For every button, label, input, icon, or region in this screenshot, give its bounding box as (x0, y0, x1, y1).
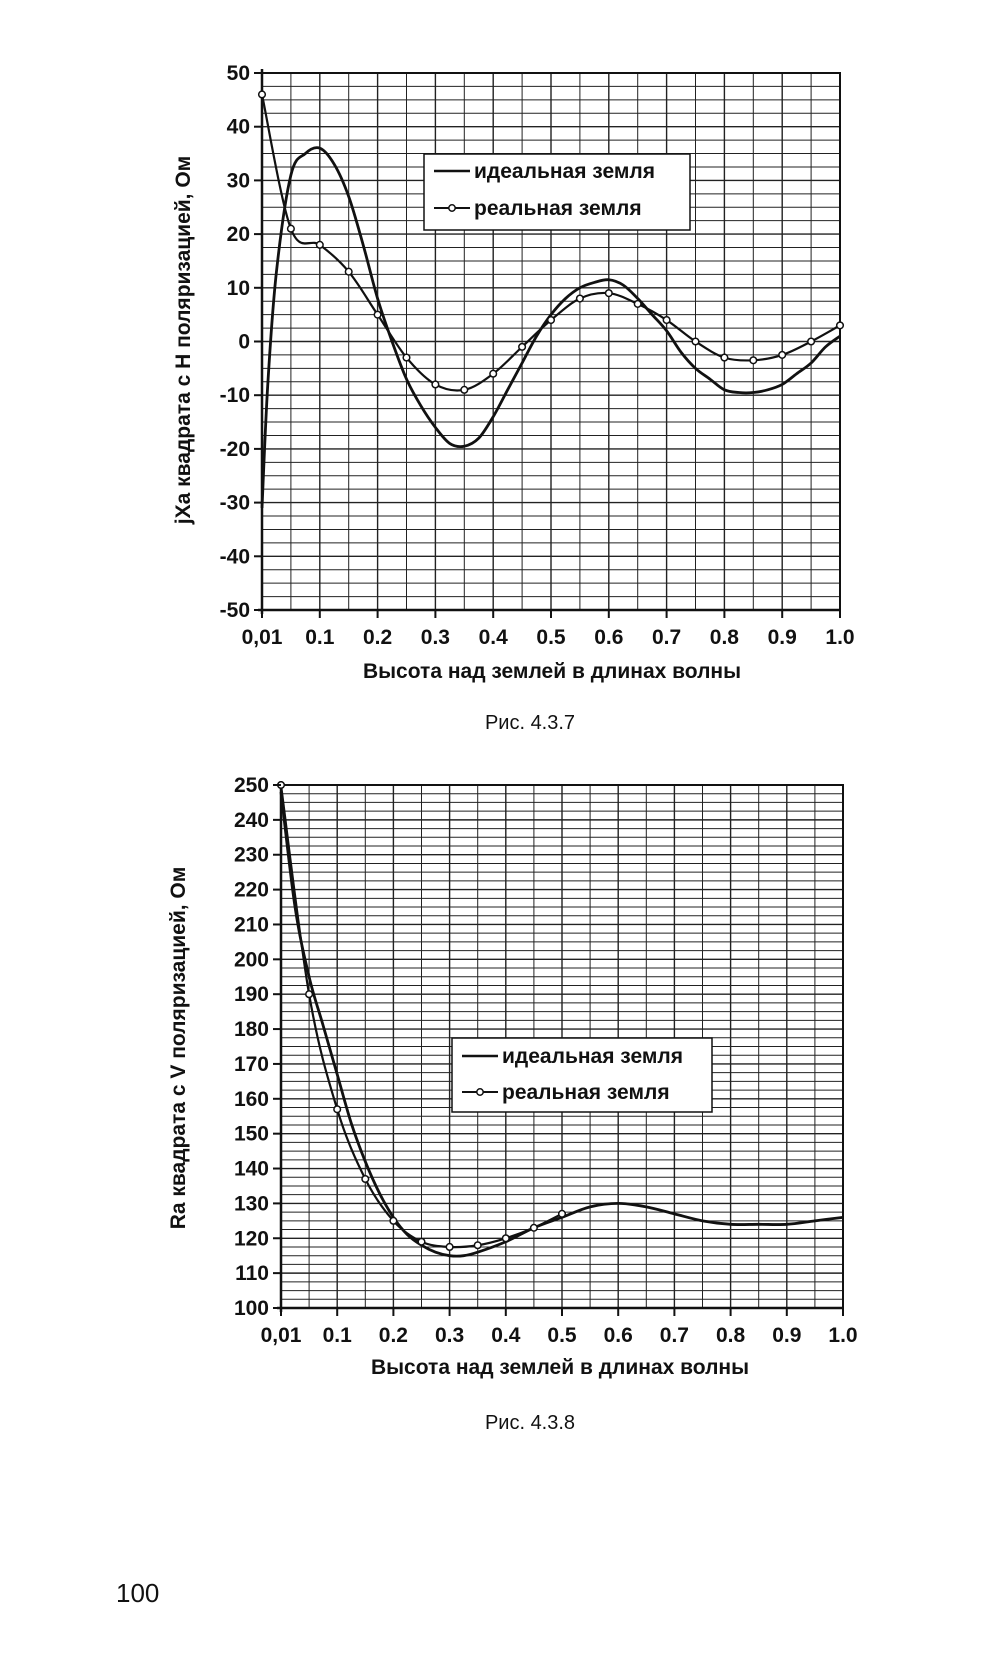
legend-marker-real (449, 205, 455, 211)
x-tick-label: 1.0 (825, 626, 855, 649)
y-tick-label: 20 (226, 223, 250, 247)
x-tick-label: 0.8 (709, 626, 740, 649)
x-axis-label: Высота над землей в длинах волны (370, 1356, 750, 1379)
data-point-real-ground (374, 311, 381, 318)
y-tick-label: 160 (233, 1087, 269, 1111)
x-tick-label: 0.2 (362, 626, 393, 649)
data-point-real-ground (750, 357, 757, 364)
data-point-real-ground (288, 225, 295, 232)
data-point-real-ground (490, 370, 497, 377)
y-tick-label: 140 (233, 1157, 269, 1181)
page-number: 100 (116, 1578, 160, 1608)
y-tick-label: 230 (233, 843, 269, 867)
ticks-fig-4-3-7 (220, 62, 855, 649)
legend-label-real: реальная земля (502, 1081, 670, 1104)
data-point-real-ground (345, 268, 352, 275)
data-point-real-ground (577, 295, 584, 302)
y-tick-label: 150 (233, 1122, 269, 1146)
y-tick-label: -50 (219, 599, 250, 622)
x-tick-label: 0.5 (536, 626, 566, 649)
y-tick-label: 180 (233, 1018, 269, 1042)
y-tick-label: -10 (219, 384, 250, 408)
y-tick-label: 100 (233, 1297, 269, 1320)
y-tick-label: 50 (226, 62, 250, 85)
chart-fig-4-3-8 (0, 774, 1000, 1400)
y-tick-label: -20 (219, 437, 250, 461)
data-point-real-ground (446, 1244, 453, 1251)
figure-caption-4-3-8: Рис. 4.3.8 (484, 1412, 576, 1434)
data-point-real-ground (548, 317, 555, 324)
x-tick-label: 0.5 (547, 1324, 577, 1347)
y-tick-label: 170 (233, 1052, 269, 1076)
x-tick-label: 0,01 (241, 626, 283, 649)
x-tick-label: 0.6 (603, 1324, 633, 1347)
x-tick-label: 0.8 (715, 1324, 746, 1347)
x-tick-label: 0.4 (478, 626, 508, 649)
data-point-real-ground (461, 387, 468, 394)
data-point-real-ground (837, 322, 844, 329)
y-tick-label: 40 (226, 115, 250, 139)
legend-label-ideal: идеальная земля (502, 1045, 683, 1068)
data-point-real-ground (692, 338, 699, 345)
y-tick-label: 10 (226, 276, 250, 300)
legend-label-ideal: идеальная земля (474, 160, 655, 183)
data-point-real-ground (503, 1235, 510, 1242)
x-tick-label: 0.2 (378, 1324, 409, 1347)
y-tick-label: 190 (233, 983, 269, 1007)
data-point-real-ground (779, 352, 786, 359)
data-point-real-ground (432, 381, 439, 388)
y-axis-label: jXa квадрата с H поляризацией, Ом (172, 155, 195, 525)
x-tick-label: 0.3 (420, 626, 451, 649)
data-point-real-ground (808, 338, 815, 345)
y-tick-label: -30 (219, 491, 250, 515)
y-tick-label: 250 (233, 774, 269, 797)
y-tick-label: 200 (233, 948, 269, 972)
x-tick-label: 0.4 (491, 1324, 521, 1347)
y-tick-label: 120 (233, 1227, 269, 1251)
x-tick-label: 0.9 (767, 626, 797, 649)
y-tick-label: 240 (233, 808, 269, 832)
data-point-real-ground (531, 1225, 538, 1232)
data-point-real-ground (306, 991, 313, 998)
y-tick-label: 130 (233, 1192, 269, 1216)
x-tick-label: 0,01 (260, 1324, 302, 1347)
data-point-real-ground (403, 354, 410, 361)
y-tick-label: 220 (233, 878, 269, 902)
x-tick-label: 0.7 (659, 1324, 690, 1347)
y-axis-label: Ra квадрата с V поляризацией, Ом (167, 866, 190, 1230)
y-tick-label: -40 (219, 545, 250, 569)
x-tick-label: 0.1 (322, 1324, 352, 1347)
x-tick-label: 0.6 (594, 626, 624, 649)
x-tick-label: 0.3 (434, 1324, 465, 1347)
data-point-real-ground (606, 290, 613, 297)
data-point-real-ground (390, 1218, 397, 1225)
data-point-real-ground (559, 1211, 566, 1218)
data-point-real-ground (721, 354, 728, 361)
y-tick-label: 110 (235, 1262, 269, 1286)
x-axis-label: Высота над землей в длинах волны (362, 660, 742, 683)
data-point-real-ground (259, 91, 266, 98)
legend-marker-real (477, 1089, 483, 1095)
data-point-real-ground (634, 301, 641, 308)
x-tick-label: 0.1 (305, 626, 335, 649)
data-point-real-ground (317, 242, 324, 249)
legend-label-real: реальная земля (474, 197, 642, 220)
y-tick-label: 30 (226, 169, 250, 193)
data-point-real-ground (474, 1242, 481, 1249)
x-tick-label: 1.0 (828, 1324, 858, 1347)
data-point-real-ground (362, 1176, 369, 1183)
x-tick-label: 0.9 (772, 1324, 802, 1347)
legend-fig-4-3-7 (424, 154, 690, 230)
data-point-real-ground (519, 344, 526, 351)
y-tick-label: 210 (233, 913, 269, 937)
legend-fig-4-3-8 (452, 1038, 712, 1112)
x-tick-label: 0.7 (651, 626, 682, 649)
data-point-real-ground (334, 1106, 341, 1113)
data-point-real-ground (663, 317, 670, 324)
chart-fig-4-3-7 (0, 0, 1000, 720)
figure-caption-4-3-7: Рис. 4.3.7 (484, 712, 576, 734)
data-point-real-ground (418, 1238, 425, 1245)
y-tick-label: 0 (238, 330, 250, 354)
